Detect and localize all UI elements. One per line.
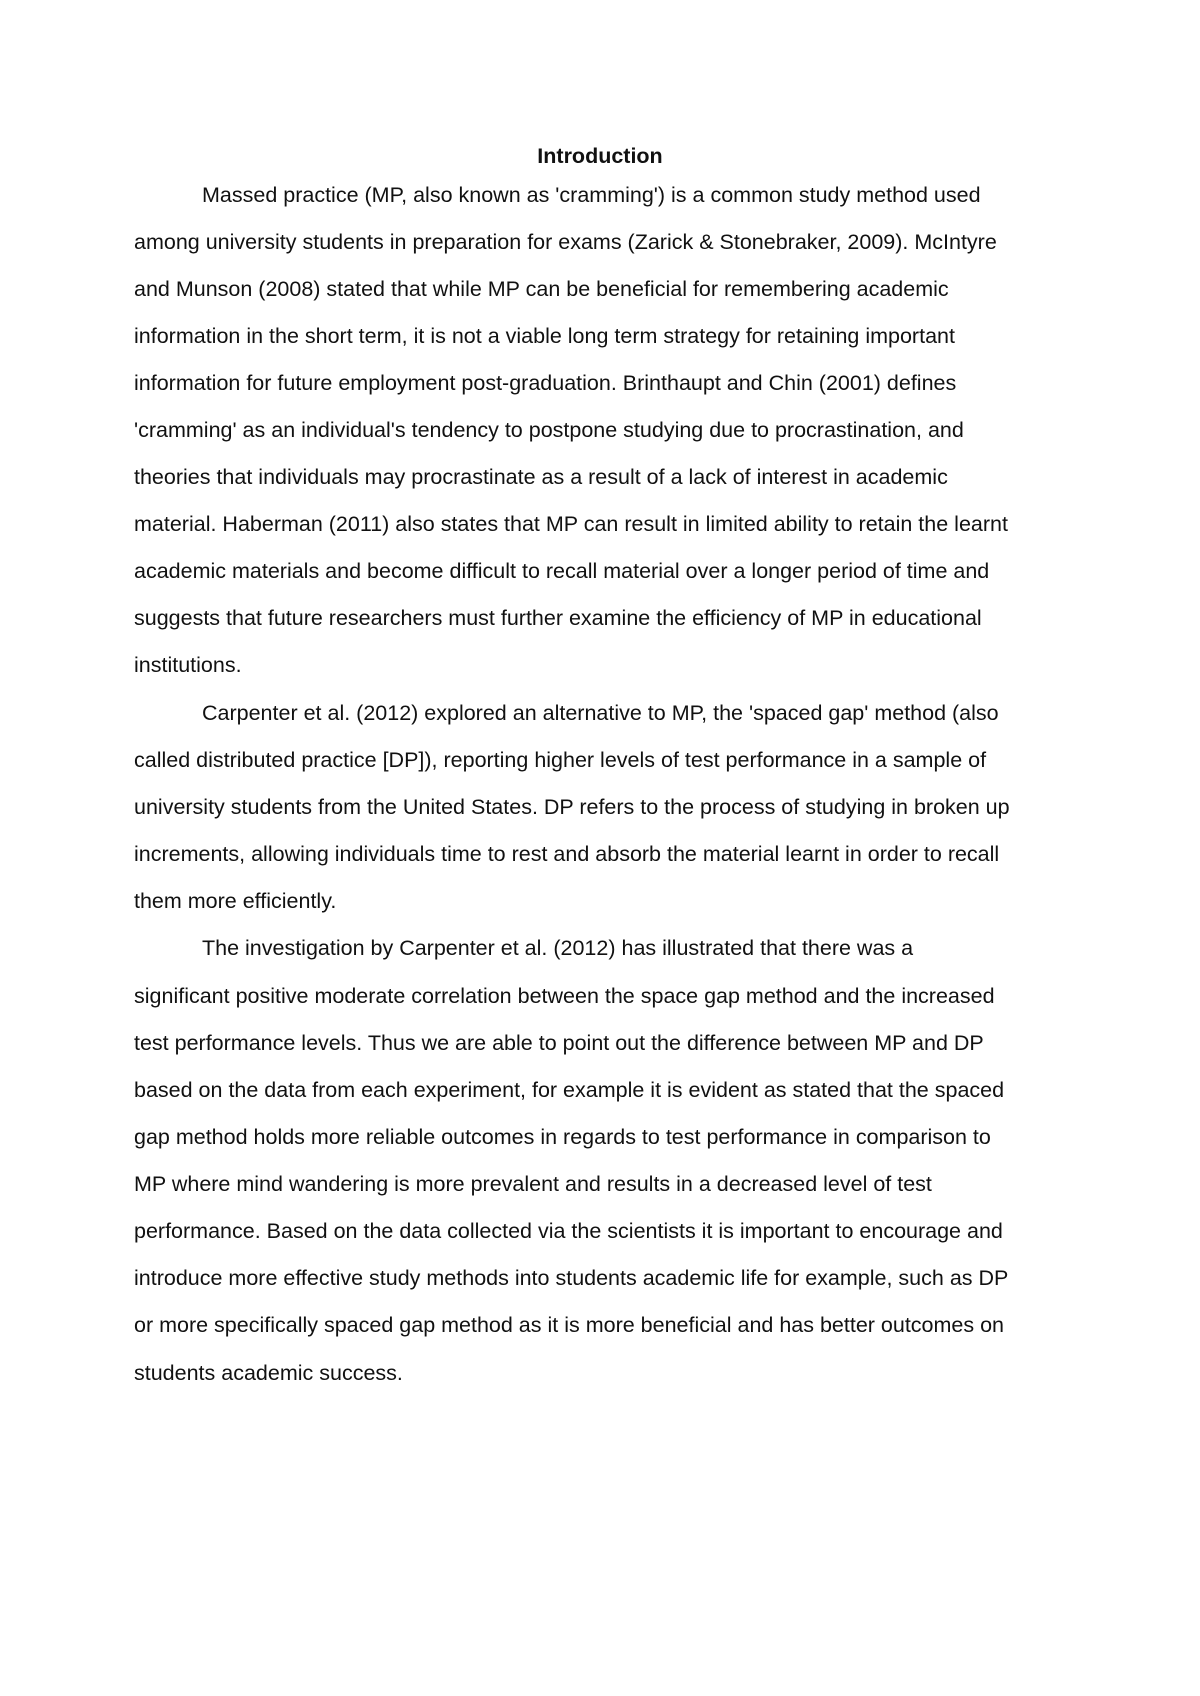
text-line: and Munson (2008) stated that while MP can be beneficial for remembering academic xyxy=(134,277,949,301)
text-line: among university students in preparation for exams (Zarick & Stonebraker, 2009). McIntyre xyxy=(134,230,997,254)
text-line: them more efficiently. xyxy=(134,889,337,913)
text-line: academic materials and become difficult to recall material over a longer period of time and xyxy=(134,559,990,583)
text-line: Carpenter et al. (2012) explored an alternative to MP, the 'spaced gap' method (also xyxy=(202,701,999,725)
text-line: The investigation by Carpenter et al. (2012) has illustrated that there was a xyxy=(202,936,914,960)
text-line: MP where mind wandering is more prevalent and results in a decreased level of test xyxy=(134,1172,932,1196)
text-line: significant positive moderate correlation between the space gap method and the increased xyxy=(134,984,995,1008)
text-line: material. Haberman (2011) also states that MP can result in limited ability to retain the learnt xyxy=(134,512,1008,536)
text-line: increments, allowing individuals time to rest and absorb the material learnt in order to recall xyxy=(134,842,1000,866)
text-line: students academic success. xyxy=(134,1361,403,1385)
text-line: university students from the United States. DP refers to the process of studying in broken up xyxy=(134,795,1010,819)
text-line: gap method holds more reliable outcomes in regards to test performance in comparison to xyxy=(134,1125,991,1149)
text-line: performance. Based on the data collected via the scientists it is important to encourage and xyxy=(134,1219,1003,1243)
page-title: Introduction xyxy=(537,144,663,168)
text-line: or more specifically spaced gap method as it is more beneficial and has better outcomes on xyxy=(134,1313,1005,1337)
text-line: theories that individuals may procrastinate as a result of a lack of interest in academic xyxy=(134,465,948,489)
text-line: 'cramming' as an individual's tendency to postpone studying due to procrastination, and xyxy=(134,418,964,442)
text-line: information for future employment post-graduation. Brinthaupt and Chin (2001) defines xyxy=(134,371,957,395)
text-line: based on the data from each experiment, for example it is evident as stated that the spaced xyxy=(134,1078,1005,1102)
text-line: suggests that future researchers must further examine the efficiency of MP in educational xyxy=(134,606,982,630)
text-line: introduce more effective study methods into students academic life for example, such as DP xyxy=(134,1266,1009,1290)
text-line: called distributed practice [DP]), reporting higher levels of test performance in a sample of xyxy=(134,748,987,772)
text-line: institutions. xyxy=(134,653,242,677)
text-line: test performance levels. Thus we are able to point out the difference between MP and DP xyxy=(134,1031,984,1055)
text-line: Massed practice (MP, also known as 'cramming') is a common study method used xyxy=(202,183,981,207)
text-line: information in the short term, it is not a viable long term strategy for retaining important xyxy=(134,324,955,348)
